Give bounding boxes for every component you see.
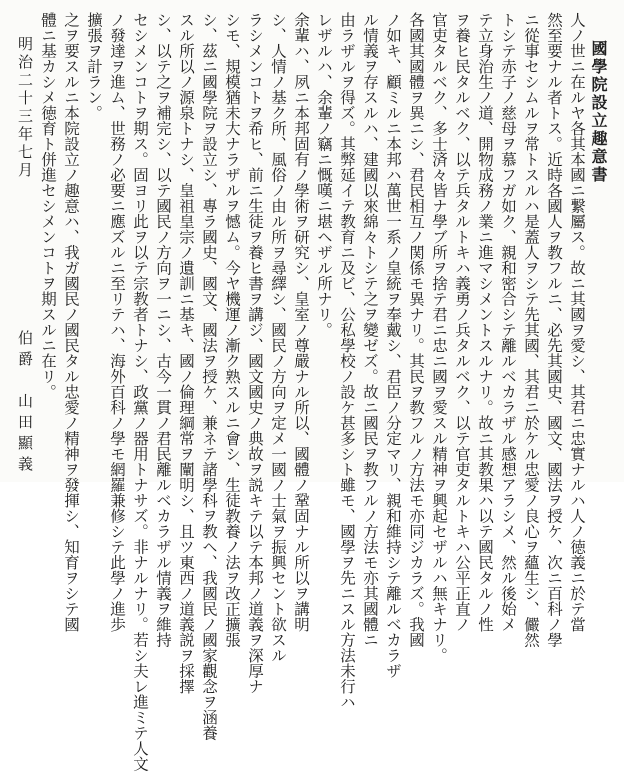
body-line: 然至要ナル者トス。近時各國人ヲ教フルニ、必先其國史、國文、國法ヲ授ケ、次ニ百科ノ學 [545, 12, 563, 648]
body-line: 擴張ヲ計ラン。 [85, 12, 103, 121]
body-line: 由ラザルヲ得ズ。其弊延イテ教育ニ及ビ、公私學校ノ設ケ甚多シト雖モ、國學ヲ先ニスル方法未行ハ [338, 12, 356, 710]
document-title: 國學院設立趣意書 [589, 40, 608, 184]
body-line: セシメンコトヲ期ス。固ヨリ此ヲ以テ宗教者トナシ、政黨ノ器用トナサズ。非ナルナリ。若シ夫レ進ミテ人文 [131, 12, 149, 772]
body-line: ノ發達ヲ進ム、世務ノ必要ニ應ズルニ至リテハ、海外百科ノ學モ網羅兼修シテ此學ノ進歩 [108, 12, 126, 632]
body-line: ノ如キ、顧ミルニ本邦ハ萬世一系ノ皇統ヲ奉戴シ、君臣ノ分定マリ、親和維持シテ離ルベカラザ [384, 12, 402, 679]
body-line: テ立身治生ノ道、開物成務ノ業ニ進マシメントスルナリ。故ニ其教果ハ以テ國民タルノ性 [476, 12, 494, 632]
body-line: 之ヲ要スルニ本院設立ノ趣意ハ、我ガ國民ノ國民タル忠愛ノ精神ヲ發揮シ、知育ヲシテ國 [62, 12, 80, 632]
body-line: ヲ養ヒ民タルベク、以テ兵タルトキハ義勇ノ兵タルベク、以テ官吏タルトキハ公平正直ノ [453, 12, 471, 632]
body-line: シモ、規模猶未大ナラザルヲ憾ム。今ヤ機運ノ漸ク熟スルニ會シ、生徒教養ノ法ヲ改正擴張 [223, 12, 241, 648]
document-signature: 伯爵 山田顯義 [16, 330, 34, 477]
body-line: シ、人情ノ基ク所、風俗ノ由ル所ヲ尋繹シ、國民ノ方向ヲ定メ一國ノ士氣ヲ振興セント欲スル [269, 12, 287, 663]
body-line: シ、茲ニ國學院ヲ設立シ、專ラ國史、國文、國法ヲ授ケ、兼ネテ諸學科ヲ教ヘ、我國民ノ國家觀念ヲ涵養 [200, 12, 218, 741]
body-line: トシテ赤子ノ慈母ヲ慕フガ如ク、親和密合シテ離ルベカラザル感想アラシメ、然ル後始メ [499, 12, 517, 632]
body-line: ラシメンコトヲ希ヒ、前ニ生徒ヲ養ヒ書ヲ講ジ、國文國史ノ典故ヲ説キテ以テ本邦ノ道義ヲ深厚ナ [246, 12, 264, 694]
body-line: シ、以テ之ヲ補完シ、以テ國民ノ方向ヲ一ニシ、古今一貫ノ君民離ルベカラザル情義ヲ維持 [154, 12, 172, 648]
body-line: 官吏タルベク、多士済々皆ナ學ブ所ヲ捨テ君ニ忠ニ國ヲ愛スル精神ヲ興起セザルハ無キナリ。 [430, 12, 448, 663]
body-line: ニ從事セシムルヲ常トスルハ是蓋人ヲシテ先其國、其君ニ於ケル忠愛ノ良心ヲ蘊生シ、儼然 [522, 12, 540, 648]
body-line: ル情義ヲ存スルハ、建國以來綿々トシテ之ヲ變ゼズ。故ニ國民ヲ教フルノ方法モ亦其國體ニ [361, 12, 379, 648]
body-line: 余輩ハ、夙ニ本邦固有ノ學術ヲ研究シ、皇室ノ尊嚴ナル所以、國體ノ鞏固ナル所以ヲ講明 [292, 12, 310, 632]
body-line: 體ニ基カシメ徳育ト併進セシメンコトヲ期スルニ在リ。 [39, 12, 57, 400]
body-line: レザルハ、余輩ノ竊ニ慨嘆ニ堪ヘザル所ナリ。 [315, 12, 333, 338]
body-line: スル所以ノ源泉トナシ、皇祖皇宗ノ遺訓ニ基キ、國ノ倫理綱常ヲ闡明シ、且ツ東西ノ道義説ヲ採擇 [177, 12, 195, 694]
document-date: 明治二十三年七月 [16, 36, 34, 180]
body-line: 人ノ世ニ在ルヤ各其本國ニ繋屬ス。故ニ其國ヲ愛シ、其君ニ忠實ナルハ人ノ徳義ニ於テ當 [568, 12, 586, 632]
body-line: 各國其國體ヲ異ニシ、君民相互ノ関係モ異ナリ。其民ヲ教フルノ方法モ亦同ジカラズ。我國 [407, 12, 425, 648]
